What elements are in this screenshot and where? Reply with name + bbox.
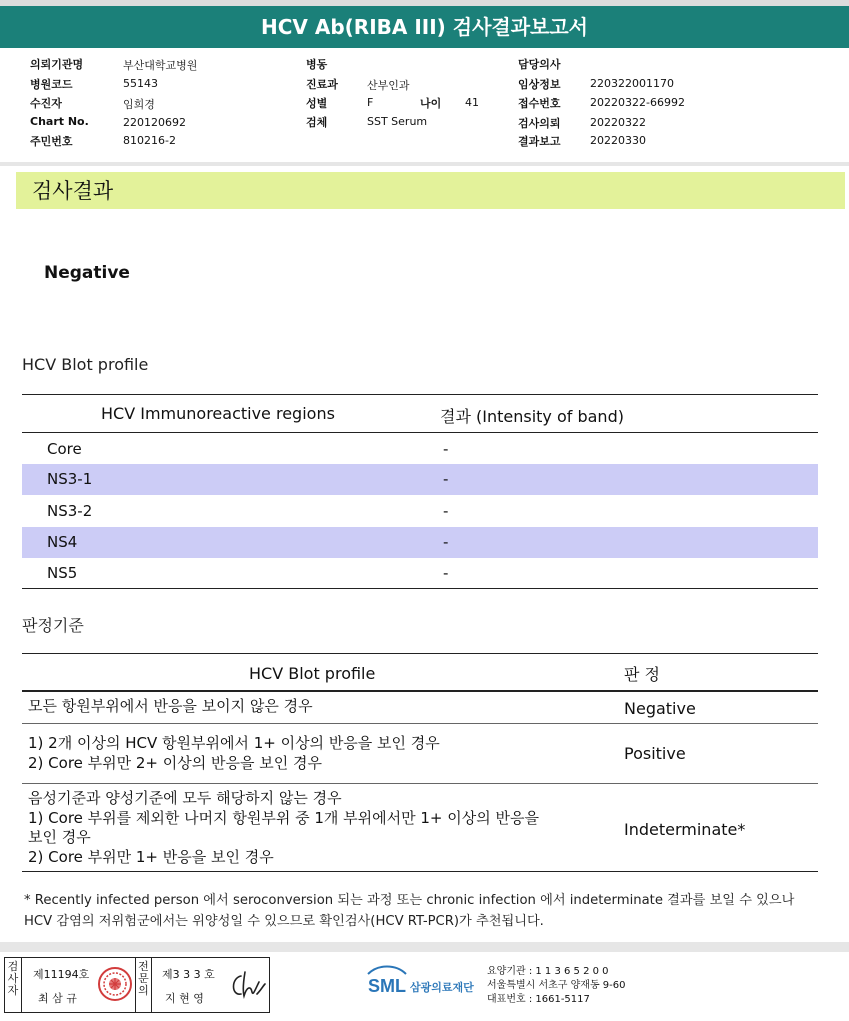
header-key: 진료과 (306, 78, 338, 91)
header-value: 41 (465, 96, 479, 109)
header-divider (0, 162, 849, 166)
blot-header-result: 결과 (Intensity of band) (440, 407, 624, 426)
org-info-line: 대표번호 : 1661-5117 (487, 994, 590, 1005)
header-key: 병동 (306, 58, 328, 71)
table-rule (22, 871, 818, 872)
doctor-name: 지 현 영 (165, 992, 204, 1005)
region-cell: NS4 (47, 533, 78, 551)
region-cell: NS3-2 (47, 502, 93, 520)
table-row (22, 496, 818, 527)
sml-logo-text: SML (368, 976, 406, 996)
tester-label (5, 958, 22, 1012)
header-value: 55143 (123, 77, 158, 90)
criteria-line: 1) 2개 이상의 HCV 항원부위에서 1+ 이상의 반응을 보인 경우 (28, 734, 440, 752)
table-rule (22, 394, 818, 395)
doctor-label (135, 958, 152, 1012)
result-section-label: 검사결과 (32, 179, 114, 203)
header-value: 산부인과 (367, 79, 410, 92)
header-key: 나이 (420, 97, 442, 110)
header-key: 임상정보 (518, 78, 561, 91)
criteria-row (22, 724, 818, 782)
org-info-line: 서울특별시 서초구 양재동 9-60 (487, 980, 626, 991)
table-row (22, 434, 818, 465)
criteria-line: 음성기준과 양성기준에 모두 해당하지 않는 경우 (28, 789, 342, 807)
criteria-judgement: Positive (624, 744, 686, 763)
table-rule (22, 588, 818, 589)
criteria-line: 2) Core 부위만 1+ 반응을 보인 경우 (28, 848, 274, 866)
doctor-label-text: 전문의 (138, 960, 149, 997)
table-row (22, 558, 818, 589)
table-rule (22, 653, 818, 654)
header-key: Chart No. (30, 115, 89, 128)
header-value: SST Serum (367, 115, 428, 128)
header-key: 검체 (306, 116, 328, 129)
header-key: 담당의사 (518, 58, 561, 71)
result-section-header (16, 172, 845, 209)
result-value: Negative (44, 263, 130, 283)
header-value: 810216-2 (123, 134, 176, 147)
header-key: 수진자 (30, 97, 62, 110)
header-key: 의뢰기관명 (30, 58, 84, 71)
tester-license: 제11194호 (33, 968, 90, 981)
region-cell: NS5 (47, 564, 78, 582)
seal-icon (97, 966, 133, 1002)
header-value: 20220330 (590, 134, 646, 147)
header-key: 병원코드 (30, 78, 73, 91)
criteria-line: 모든 항원부위에서 반응을 보이지 않은 경우 (28, 697, 313, 715)
header-value: 220120692 (123, 116, 186, 129)
header-value: 부산대학교병원 (123, 59, 198, 72)
criteria-header-judgement: 판 정 (624, 665, 660, 684)
doctor-license: 제3 3 3 호 (162, 968, 215, 981)
org-info (487, 965, 626, 1007)
report-title: HCV Ab(RIBA III) 검사결과보고서 (0, 6, 849, 48)
header-value: F (367, 96, 374, 109)
criteria-line: 보인 경우 (28, 828, 91, 846)
criteria-judgement: Negative (624, 699, 696, 718)
header-key: 성별 (306, 97, 328, 110)
header-key: 접수번호 (518, 97, 561, 110)
header-value: 임희경 (123, 98, 155, 111)
signature-box (4, 957, 270, 1013)
header-key: 검사의뢰 (518, 117, 561, 130)
region-cell: Core (47, 440, 82, 458)
intensity-cell: - (443, 533, 449, 551)
criteria-section-title: 판정기준 (22, 616, 84, 635)
table-row (22, 527, 818, 558)
tester-label-text: 검사자 (7, 960, 19, 997)
footnote: * Recently infected person 에서 seroconversion 되는 과정 또는 chronic infection 에서 indeterminate 결과를 보일 수 있으나 HCV 감염의 저위험군에서는 위양성일 수 있으므로 확인검사(HCV RT-PCR)가 추천됩니다. (24, 893, 795, 929)
footer-divider (0, 942, 849, 952)
org-info-line: 요양기관 : 1 1 3 6 5 2 0 0 (487, 966, 609, 977)
tester-name: 최 삼 규 (38, 992, 77, 1005)
intensity-cell: - (443, 440, 449, 458)
header-key: 결과보고 (518, 135, 561, 148)
header-key: 주민번호 (30, 135, 73, 148)
criteria-judgement: Indeterminate* (624, 820, 746, 839)
sml-logo (364, 962, 410, 1002)
criteria-line: 2) Core 부위만 2+ 이상의 반응을 보인 경우 (28, 754, 322, 772)
table-row (22, 464, 818, 495)
signature-icon (227, 968, 267, 1002)
criteria-row (22, 784, 818, 870)
criteria-line: 1) Core 부위를 제외한 나머지 항원부위 중 1개 부위에서만 1+ 이상의 반응을 (28, 809, 539, 827)
header-value: 20220322-66992 (590, 96, 685, 109)
intensity-cell: - (443, 470, 449, 488)
blot-header-region: HCV Immunoreactive regions (101, 404, 335, 423)
intensity-cell: - (443, 502, 449, 520)
intensity-cell: - (443, 564, 449, 582)
region-cell: NS3-1 (47, 470, 93, 488)
table-rule (22, 432, 818, 433)
criteria-row (22, 692, 818, 722)
criteria-header-profile: HCV Blot profile (249, 664, 376, 683)
org-name: 삼광의료재단 (410, 981, 474, 994)
header-value: 220322001170 (590, 77, 674, 90)
blot-section-title: HCV Blot profile (22, 355, 149, 374)
header-value: 20220322 (590, 116, 646, 129)
